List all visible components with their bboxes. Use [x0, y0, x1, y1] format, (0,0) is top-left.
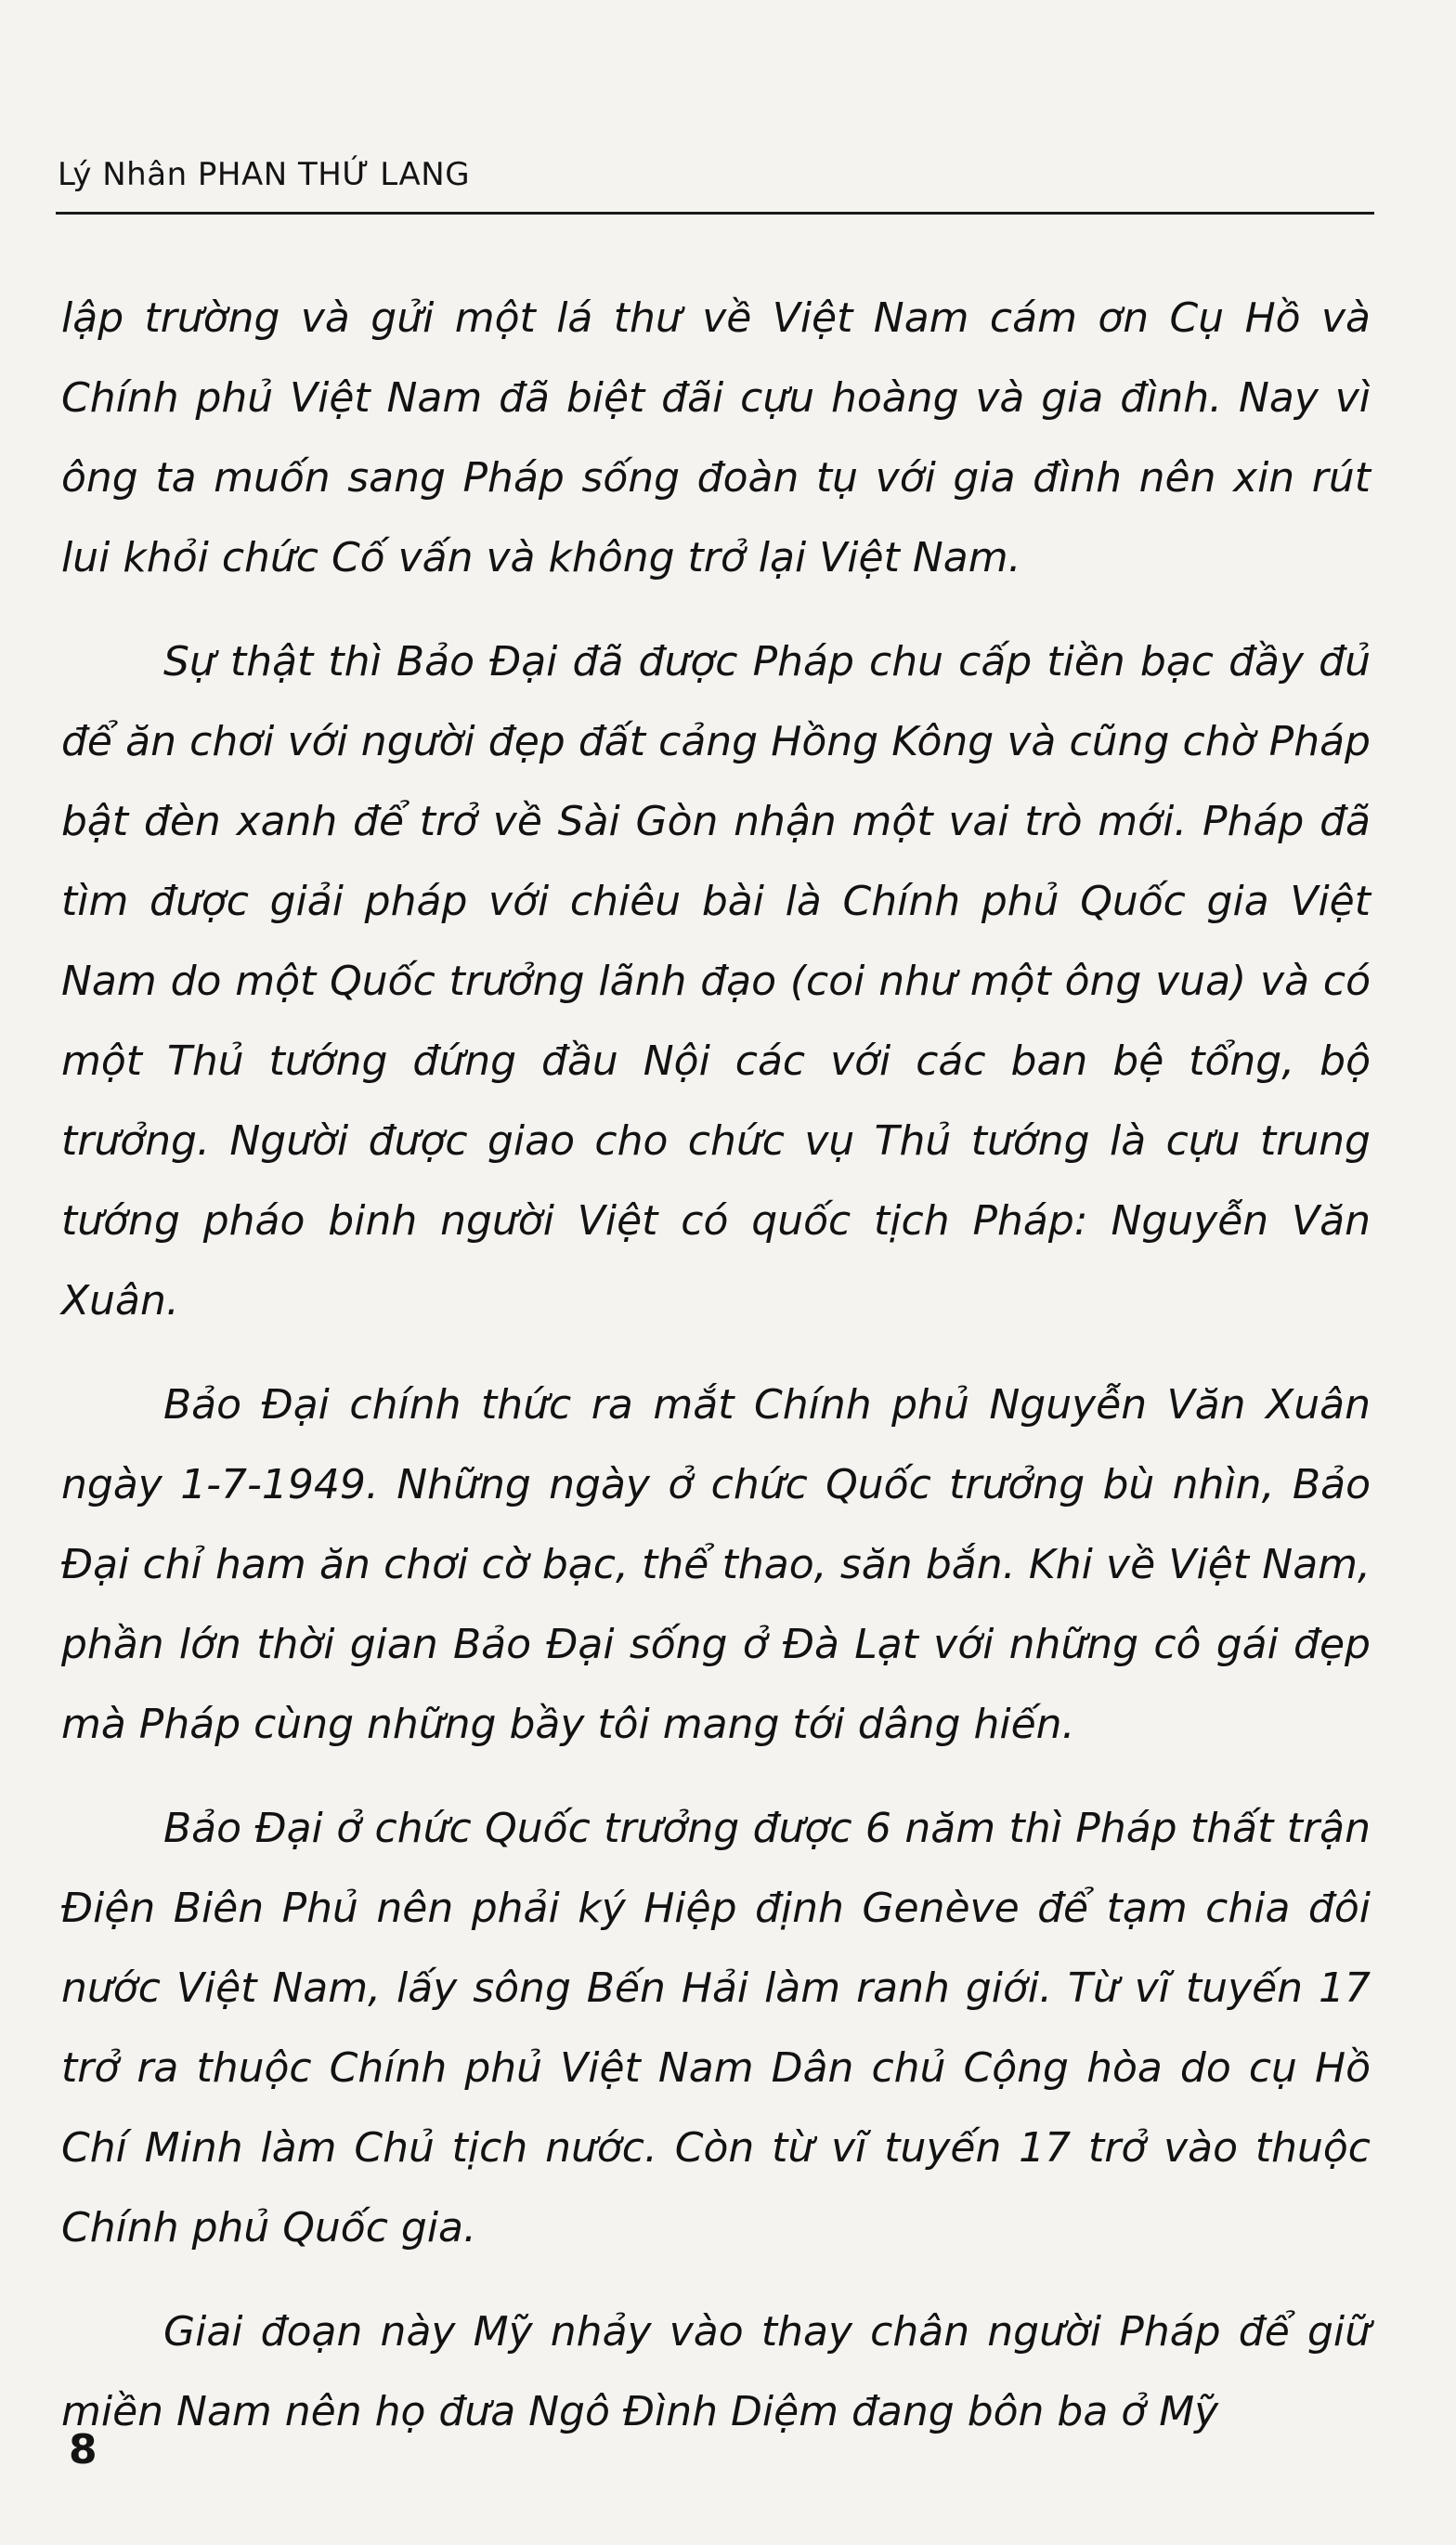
header-divider — [56, 212, 1374, 215]
body-text — [61, 279, 1371, 2476]
paragraph-1: lập trường và gửi một lá thư về Việt Nam cám ơn Cụ Hồ và Chính phủ Việt Nam đã biệt đãi cựu hoàng và gia đình. Nay vì ông ta muốn sang Pháp sống đoàn tụ với gia đình nên xin rút lui khỏi chức Cố vấn và không trở lại Việt Nam. — [61, 294, 1371, 581]
paragraph-2: Sự thật thì Bảo Đại đã được Pháp chu cấp tiền bạc đầy đủ để ăn chơi với người đẹp đất cảng Hồng Kông và cũng chờ Pháp bật đèn xanh để trở về Sài Gòn nhận một vai trò mới. Pháp đã tìm được giải pháp với chiêu bài là Chính phủ Quốc gia Việt Nam do một Quốc trưởng lãnh đạo (coi như một ông vua) và có một Thủ tướng đứng đầu Nội các với các ban bệ tổng, bộ trưởng. Người được giao cho chức vụ Thủ tướng là cựu trung tướng pháo binh người Việt có quốc tịch Pháp: Nguyễn Văn Xuân. — [61, 638, 1371, 1325]
paragraph-5: Giai đoạn này Mỹ nhảy vào thay chân người Pháp để giữ miền Nam nên họ đưa Ngô Đình Diệm đang bôn ba ở Mỹ — [61, 2308, 1371, 2435]
running-header: Lý Nhân PHAN THỨ LANG — [58, 156, 471, 193]
paragraph-3: Bảo Đại chính thức ra mắt Chính phủ Nguyễn Văn Xuân ngày 1-7-1949. Những ngày ở chức Quốc trưởng bù nhìn, Bảo Đại chỉ ham ăn chơi cờ bạc, thể thao, săn bắn. Khi về Việt Nam, phần lớn thời gian Bảo Đại sống ở Đà Lạt với những cô gái đẹp mà Pháp cùng những bầy tôi mang tới dâng hiến. — [61, 1381, 1371, 1748]
paragraph-4: Bảo Đại ở chức Quốc trưởng được 6 năm thì Pháp thất trận Điện Biên Phủ nên phải ký Hiệp định Genève để tạm chia đôi nước Việt Nam, lấy sông Bến Hải làm ranh giới. Từ vĩ tuyến 17 trở ra thuộc Chính phủ Việt Nam Dân chủ Cộng hòa do cụ Hồ Chí Minh làm Chủ tịch nước. Còn từ vĩ tuyến 17 trở vào thuộc Chính phủ Quốc gia. — [61, 1805, 1371, 2251]
page-number: 8 — [69, 2426, 98, 2473]
